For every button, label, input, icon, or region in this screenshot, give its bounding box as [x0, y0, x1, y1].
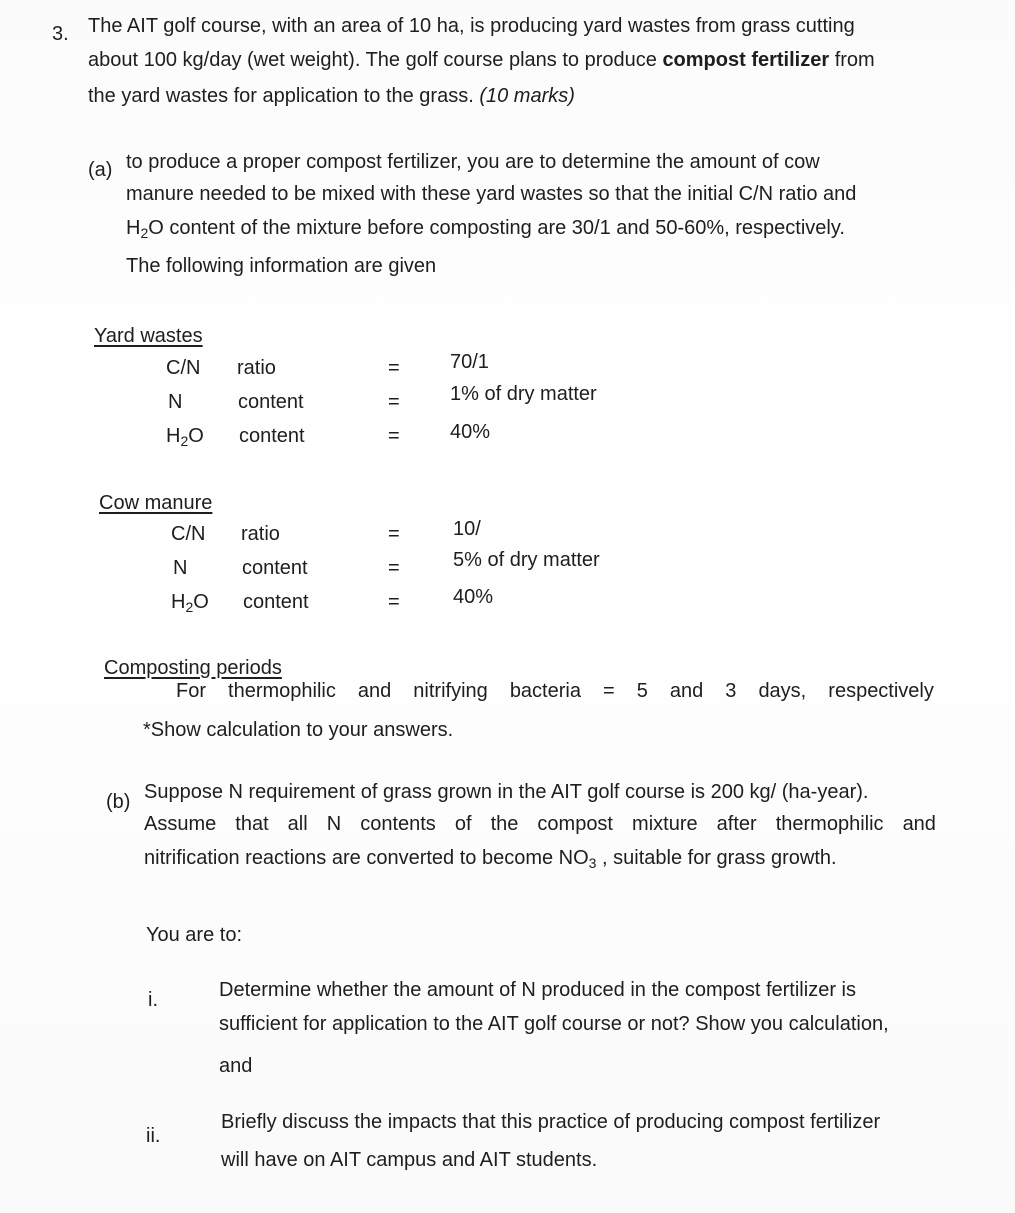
composting-line — [176, 679, 934, 703]
cm-value-cn: 10/ — [453, 518, 481, 540]
question-line-2-text: about 100 kg/day (wet weight). The golf course plans to produce — [88, 49, 663, 71]
yw-param-n: N — [168, 391, 183, 413]
cp-word-8: and — [669, 680, 704, 702]
cp-word-2: thermophilic — [228, 680, 336, 702]
task-i-label: i. — [148, 989, 158, 1011]
question-line-3-text: the yard wastes for application to the grass. — [88, 85, 480, 107]
cm-value-h2o: 40% — [453, 586, 494, 608]
cm-param-h2o — [171, 590, 209, 616]
part-b-line-2 — [144, 812, 936, 836]
pb-word-7: the — [490, 813, 519, 835]
pb-word-12: and — [902, 813, 936, 835]
part-a-h: H — [126, 217, 141, 239]
cm-h-sub: 2 — [185, 599, 194, 616]
part-b-line-1: Suppose N requirement of grass grown in the AIT golf course is 200 kg/ (ha-year). — [144, 781, 869, 803]
question-line-3 — [88, 84, 575, 108]
cm-param-n: N — [173, 557, 188, 579]
pb-word-5: contents — [360, 813, 436, 835]
question-line-1: The AIT golf course, with an area of 10 ha, is producing yard wastes from grass cutting — [88, 15, 855, 37]
cm-o: O — [193, 591, 209, 613]
cm-eq-2: = — [388, 557, 400, 579]
pb-word-6: of — [454, 813, 472, 835]
cm-param-cn: C/N — [171, 523, 206, 545]
task-ii-label: ii. — [146, 1125, 161, 1147]
task-i-line-1: Determine whether the amount of N produced in the compost fertilizer is — [219, 979, 856, 1001]
part-a-label: (a) — [88, 159, 113, 181]
yw-h: H — [166, 425, 181, 447]
cm-eq-1: = — [388, 523, 400, 545]
part-b-line-3-text: nitrification reactions are converted to become NO — [144, 847, 589, 869]
question-line-2 — [88, 48, 875, 72]
pb-word-3: all — [287, 813, 308, 835]
part-a-line-4: The following information are given — [126, 255, 437, 277]
cp-word-4: nitrifying — [413, 680, 488, 702]
task-i-line-2: sufficient for application to the AIT golf course or not? Show you calculation, — [219, 1013, 889, 1035]
bold-compost-fertilizer: compost fertilizer — [662, 49, 830, 71]
yw-eq-1: = — [388, 357, 400, 379]
cp-word-5: bacteria — [509, 680, 581, 702]
pb-word-1: Assume — [144, 813, 217, 835]
cm-value-n: 5% of dry matter — [453, 549, 600, 571]
yw-h-sub: 2 — [180, 433, 189, 450]
yw-param-cn: C/N — [166, 357, 201, 379]
cm-kind-content-n: content — [242, 557, 308, 579]
pb-word-8: compost — [537, 813, 613, 835]
question-line-2-end: from — [829, 49, 875, 71]
question-number: 3. — [52, 23, 69, 45]
part-a-line-1: to produce a proper compost fertilizer, you are to determine the amount of cow — [126, 151, 820, 173]
cp-word-3: and — [357, 680, 392, 702]
pb-word-9: mixture — [632, 813, 698, 835]
cm-kind-content-h2o: content — [243, 591, 309, 613]
part-b-label: (b) — [106, 791, 131, 813]
cp-word-9: 3 — [725, 680, 737, 702]
pb-word-2: that — [235, 813, 269, 835]
yw-param-h2o — [166, 424, 204, 450]
part-b-line-3-end: , suitable for grass growth. — [596, 847, 837, 869]
cm-kind-ratio: ratio — [241, 523, 280, 545]
task-ii-line-1: Briefly discuss the impacts that this practice of producing compost fertilizer — [221, 1111, 881, 1133]
show-calculation-note: *Show calculation to your answers. — [143, 719, 454, 741]
part-a-line-3-text: O content of the mixture before composting are 30/1 and 50-60%, respectively. — [148, 217, 845, 239]
yw-kind-ratio: ratio — [237, 357, 276, 379]
yw-kind-content-n: content — [238, 391, 304, 413]
cp-word-11: respectively — [828, 680, 934, 702]
cp-word-6: = — [603, 680, 615, 702]
cow-manure-heading: Cow manure — [99, 492, 213, 514]
yard-wastes-heading: Yard wastes — [94, 325, 203, 347]
you-are-to-label: You are to: — [146, 924, 243, 946]
composting-heading: Composting periods — [104, 657, 282, 679]
part-a-line-3 — [126, 216, 845, 242]
yw-value-h2o: 40% — [450, 421, 491, 443]
pb-word-10: after — [716, 813, 757, 835]
yw-kind-content-h2o: content — [239, 425, 305, 447]
yw-eq-2: = — [388, 391, 400, 413]
part-a-h-sub: 2 — [140, 225, 149, 242]
cp-word-7: 5 — [636, 680, 648, 702]
cp-word-1: For — [176, 680, 206, 702]
yw-eq-3: = — [388, 425, 400, 447]
yw-o: O — [188, 425, 204, 447]
pb-word-11: thermophilic — [775, 813, 884, 835]
no3-sub: 3 — [588, 855, 597, 872]
part-b-line-3 — [144, 846, 837, 872]
cp-word-10: days, — [758, 680, 807, 702]
task-i-line-3: and — [219, 1055, 253, 1077]
yw-value-cn: 70/1 — [450, 351, 489, 373]
yw-value-n: 1% of dry matter — [450, 383, 597, 405]
task-ii-line-2: will have on AIT campus and AIT students. — [221, 1149, 598, 1171]
marks-label: (10 marks) — [479, 85, 575, 107]
pb-word-4: N — [326, 813, 342, 835]
part-a-line-2: manure needed to be mixed with these yard wastes so that the initial C/N ratio and — [126, 183, 857, 205]
cm-eq-3: = — [388, 591, 400, 613]
cm-h: H — [171, 591, 186, 613]
